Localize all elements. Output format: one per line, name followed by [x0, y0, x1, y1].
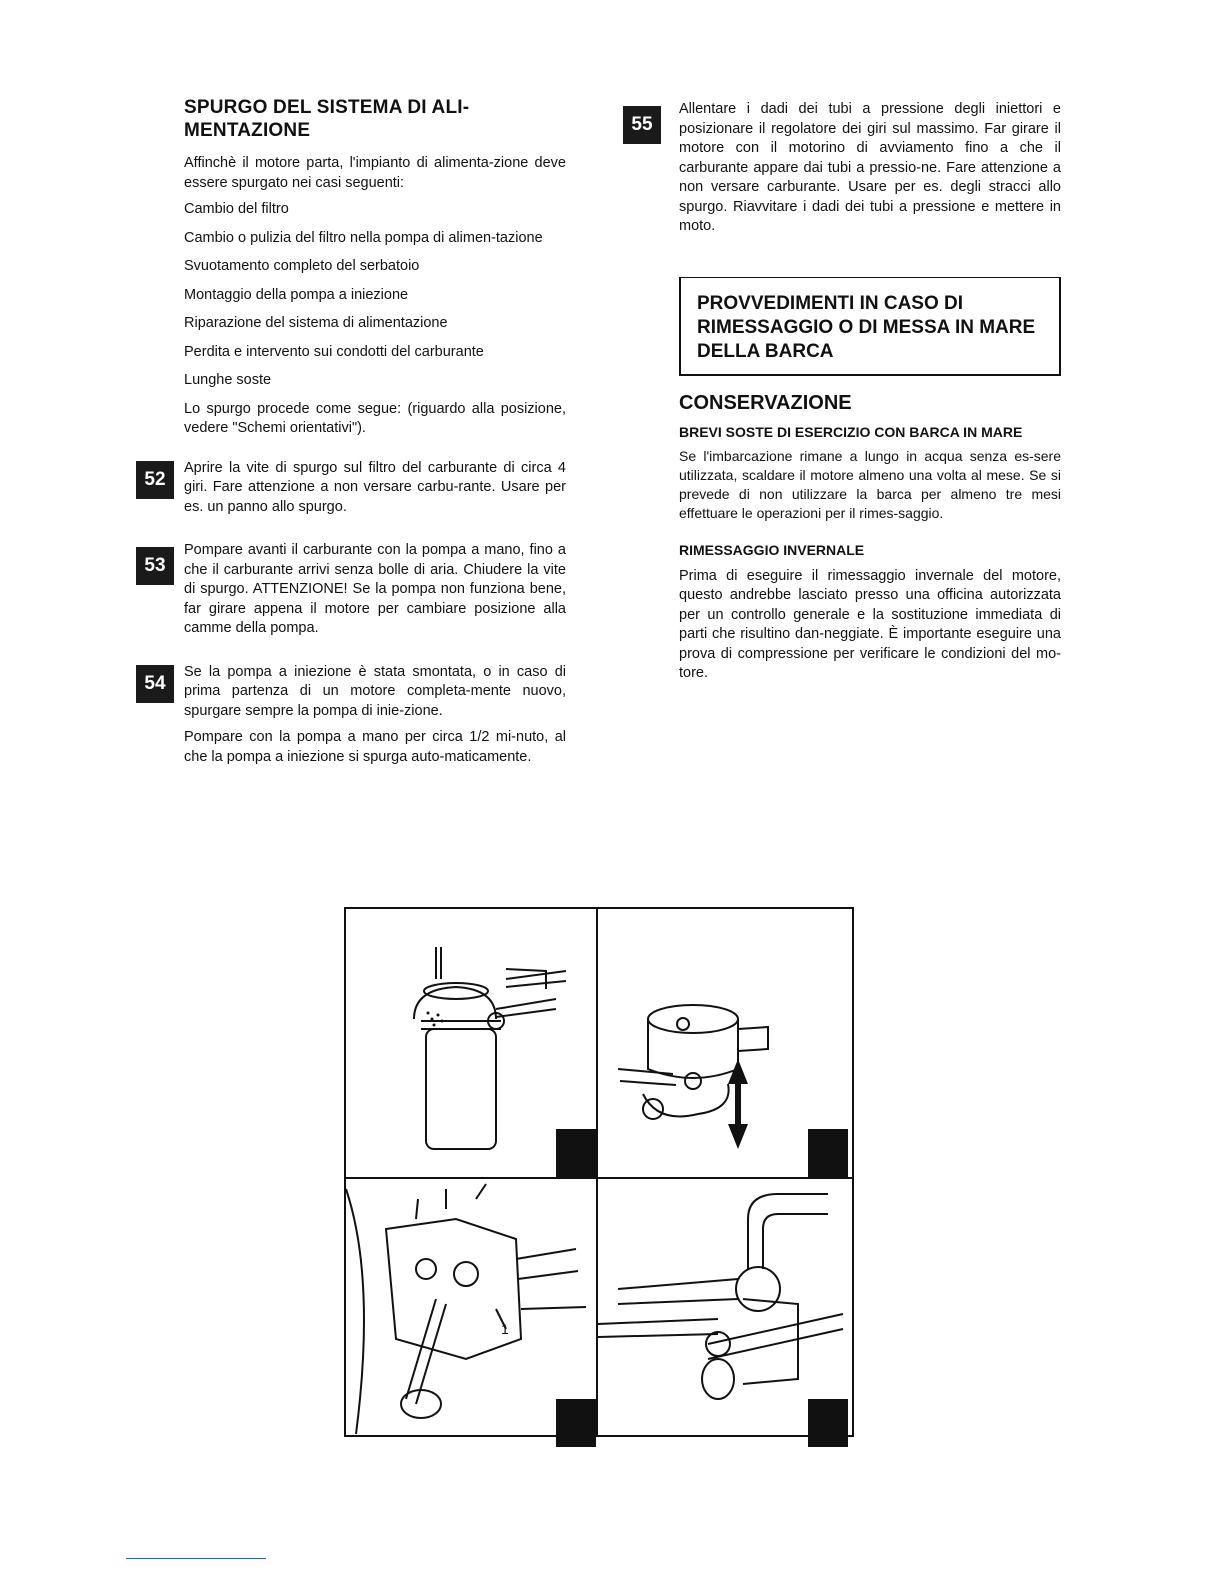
short-stops-section [679, 423, 1061, 523]
cases-list [184, 200, 566, 391]
step-text: Pompare avanti il carburante con la pompa a mano, fino a che il carburante arrivi senza bolle di aria. Chiudere la vite di spurgo. ATTENZIONE! Se la pompa non funziona bene, far girare appena il motore per cambiare posizione alla camme della pompa. [184, 542, 566, 636]
figure-fuel-filter [346, 909, 596, 1177]
figure-tab [556, 1399, 596, 1447]
procedure-paragraph: Lo spurgo procede come segue: (riguardo alla posizione, vedere "Schemi orientativi"). [184, 400, 566, 436]
figure-tab [808, 1129, 848, 1177]
step-number-badge: 54 [136, 665, 174, 703]
figure-tab [808, 1399, 848, 1447]
step-number-badge: 53 [136, 547, 174, 585]
subheading-short-stops: BREVI SOSTE DI ESERCIZIO CON BARCA IN MARE [679, 423, 1023, 440]
step-55 [631, 100, 1061, 237]
arrow-label: 1 [501, 1321, 509, 1337]
closing-paragraph: Pompare con la pompa a mano per circa 1/2 mi-nuto, al che la pompa a iniezione si spurga auto-maticamente. [184, 729, 566, 765]
case-item: Riparazione del sistema di alimentazione [184, 315, 448, 331]
figure-grid [344, 907, 854, 1437]
subheading-winter-storage: RIMESSAGGIO INVERNALE [679, 541, 865, 558]
short-stops-text: Se l'imbarcazione rimane a lungo in acqua senza es-sere utilizzata, scaldare il motore almeno una volta al mese. Se si prevede di non utilizzare la barca per almeno tre mesi effettuare le operazioni per il rimes-saggio. [679, 447, 1061, 521]
section-title-conservation: CONSERVAZIONE [679, 391, 852, 414]
case-item: Montaggio della pompa a iniezione [184, 286, 409, 303]
footnote-rule [126, 1558, 266, 1559]
figure-hand-primer [598, 909, 848, 1177]
step-text: Se la pompa a iniezione è stata smontata, o in caso di prima partenza di un motore completa-mente nuovo, spurgare sempre la pompa di inie-zione. [184, 663, 566, 719]
step-text: Allentare i dadi dei tubi a pressione degli iniettori e posizionare il regolatore dei giri sul massimo. Far girare il motore con il motorino di avviamento fino a che il carburante appare dai tubi a pressio-ne. Fare attenzione a non versare carburante. Usare per es. degli stracci allo spurgo. Riavvitare i dadi dei tubi a pressione e mettere in moto. [679, 101, 1061, 234]
step-number-badge: 52 [136, 461, 174, 499]
case-item: Perdita e intervento sui condotti del carburante [184, 343, 484, 360]
figure-pipe-wrench [598, 1179, 848, 1447]
winter-storage-text: Prima di eseguire il rimessaggio invernale del motore, questo andrebbe lasciato presso una officina autorizzata per un controllo generale e la sostituzione immediata di parti che risultino dan-neggiate. È importante eseguire una prova di compressione per verificare le condizioni del mo-tore. [679, 567, 1061, 681]
step-52 [144, 459, 566, 518]
step-text: Aprire la vite di spurgo sul filtro del carburante di circa 4 giri. Fare attenzione a non versare carbu-rante. Usare per es. un panno allo spurgo. [184, 459, 566, 515]
figure-tab [556, 1129, 596, 1177]
case-item: Cambio del filtro [184, 201, 289, 217]
step-54 [144, 663, 566, 722]
case-item: Lunghe soste [184, 372, 272, 388]
step-53 [144, 541, 566, 639]
right-column [631, 100, 1061, 691]
case-item: Svuotamento completo del serbatoio [184, 258, 420, 274]
case-item: Cambio o pulizia del filtro nella pompa di alimen-tazione [184, 229, 543, 246]
section-title-bleeding: SPURGO DEL SISTEMA DI ALI- MENTAZIONE [184, 97, 470, 141]
intro-paragraph: Affinchè il motore parta, l'impianto di alimenta-zione deve essere spurgato nei casi seguenti: [184, 155, 566, 191]
storage-heading-box: PROVVEDIMENTI IN CASO DI RIMESSAGGIO O DI MESSA IN MARE DELLA BARCA [679, 277, 1061, 376]
step-number-badge: 55 [623, 106, 661, 144]
figure-injection-pump [346, 1179, 596, 1447]
left-column [144, 96, 566, 774]
